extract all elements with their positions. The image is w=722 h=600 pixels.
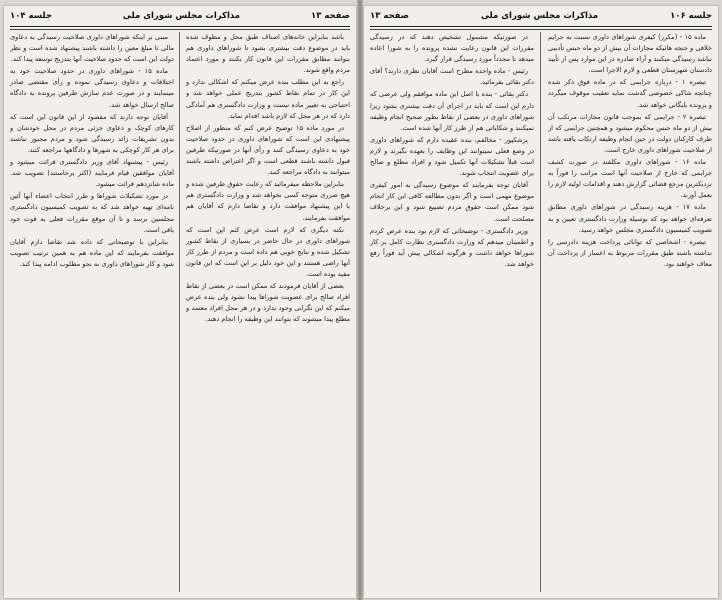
right-page-column-right [548,32,712,271]
paragraph: رئیس - پیشنهاد آقای وزیر دادگستری قرائت میشود و آقایان موافقین قیام فرمایند (اکثر برخاستند) تصویب شد. ماده شانزدهم قرائت میشود. [10,158,174,189]
header-rule [10,26,350,27]
paragraph: بعضی از آقایان فرمودند که ممکن است در بعضی از نقاط افراد صالح برای عضویت شوراها پیدا نشود ولی بنده عرض میکنم که این نگرانی وجود ندارد و در هر محل افراد معتمد و مطلع پیدا میشوند که بتوانند این وظیفه را انجام دهند. [186,282,350,324]
paragraph: بنابراین با توضیحاتی که داده شد تقاضا دارم آقایان موافقت بفرمایند که این ماده هم به همین ترتیب تصویب شود و کار شوراهای داوری به نحو مطلوب ادامه پیدا کند. [10,237,174,268]
header-rule [370,26,712,27]
paragraph: وزیر دادگستری - توضیحاتی که لازم بود بنده عرض کردم و اطمینان میدهم که وزارت دادگستری نظارت کامل بر کار شوراها خواهد داشت و هرگونه اشکالی پیش آید فوراً رفع خواهد شد. [370,226,534,268]
book-gutter [357,0,363,600]
left-page-column-left [10,32,174,271]
paragraph: تبصره ۲ - جرایمی که بموجب قانون مجازات مرتکب آن بیش از دو ماه حبس محکوم میشود و همچنین جرایمی که از طرف کارکنان دولت در حین انجام وظیفه ارتکاب یافته باشد از صلاحیت شوراهای داوری خارج است. [548,112,712,154]
paragraph: بنابراین ملاحظه میفرمائید که رعایت حقوق طرفین شده و هیچ ضرری متوجه کسی نخواهد شد و وزارت دادگستری هم با این پیشنهاد موافقت دارد و تقاضا دارم که آقایان هم موافقت بفرمایند. [186,180,350,222]
paragraph: نکته دیگری که لازم است عرض کنم این است که شوراهای داوری در حال حاضر در بسیاری از نقاط کشور تشکیل شده و نتایج خوبی هم داده است و مردم از طرز کار آنها راضی هستند و این خود دلیل بر این است که این قانون مفید بوده است. [186,225,350,278]
paragraph: دکتر بقائی - بنده با اصل این ماده موافقم ولی عرضی که دارم این است که باید در اجرای آن دقت بیشتری بشود زیرا شوراهای داوری در بعضی از نقاط بطور صحیح انجام وظیفه نمیکنند و شکایاتی هم از طرز کار آنها شده است. [370,90,534,132]
header-rule-thin [10,29,350,30]
header-rule-thin [370,29,712,30]
left-page-column-right [186,32,350,326]
paragraph: در صورتیکه مشمول تشخیص دهند که در رسیدگی مقررات این قانون رعایت نشده پرونده را به شورا اعاده میدهد تا مجدداً مورد رسیدگی قرار گیرد. [370,33,534,64]
paragraph: تبصره ۱ - درباره جرایمی که در ماده فوق ذکر شده چنانچه شاکی خصوصی گذشت نماید تعقیب موقوف میگردد و پرونده بایگانی خواهد شد. [548,78,712,109]
paragraph: راجع به این مطلب بنده عرض میکنم که اشکالی ندارد و این کار در تمام نقاط کشور بتدریج عملی خواهد شد و احتیاجی به تغییر ماده نیست و وزارت دادگستری هم آمادگی دارد که در هر محل که لازم باشد اقدام نماید. [186,78,350,120]
paragraph: مبنی بر اینکه شوراهای داوری صلاحیت رسیدگی به دعاوی مالی تا مبلغ معین را داشته باشند پیشنهاد شده است و نظر دولت این است که حدود صلاحیت آنها بتدریج توسعه پیدا کند. [10,33,174,64]
paragraph: ماده ۱۶ - شوراهای داوری مکلفند در صورت کشف جرایمی که خارج از صلاحیت آنها است مراتب را فوراً به نزدیکترین مرجع قضائی گزارش دهند و اقدامات اولیه لازم را بعمل آورند. [548,158,712,200]
left-page-number: صفحه ۱۳ [311,11,350,21]
column-divider [179,32,180,592]
left-page-session: جلسه ۱۰۴ [10,11,52,21]
left-page-title: مذاکرات مجلس شورای ملی [122,11,241,21]
right-page [364,6,718,598]
paragraph: ماده ۱۵ - شوراهای داوری در حدود صلاحیت خود به اختلافات و دعاوی رسیدگی نموده و رأی مقتضی صادر مینمایند و در صورت عدم سازش طرفین پرونده به دادگاه صالح ارسال خواهد شد. [10,67,174,109]
right-page-number: صفحه ۱۳ [370,11,409,21]
paragraph: در مورد تشکیلات شوراها و طرز انتخاب اعضاء آنها آئین نامه‌ای تهیه خواهد شد که به تصویب کمیسیون دادگستری مجلسین برسد و تا آن موقع مقررات فعلی به قوت خود باقی است. [10,192,174,234]
column-divider [540,32,541,592]
paragraph: ماده ۱۷ - هزینه رسیدگی در شوراهای داوری مطابق تعرفه‌ای خواهد بود که بوسیله وزارت دادگستری تعیین و به تصویب کمیسیون دادگستری مجلس خواهد رسید. [548,203,712,234]
paragraph: رئیس - ماده واحده مطرح است آقایان نظری دارند؟ آقای دکتر بقائی بفرمائید. [370,67,534,87]
paragraph: آقایان توجه بفرمایند که موضوع رسیدگی به امور کیفری موضوع مهمی است و اگر بدون مطالعه کافی این کار انجام شود ممکن است حقوق مردم تضییع شود و این برخلاف مصلحت است. [370,181,534,223]
right-page-header [370,11,712,25]
left-page [4,6,356,598]
right-page-session: جلسه ۱۰۶ [670,11,712,21]
paragraph: تبصره - اشخاصی که توانائی پرداخت هزینه دادرسی را نداشته باشند طبق مقررات مربوط به اعسار از پرداخت آن معاف خواهند بود. [548,237,712,268]
right-page-title: مذاکرات مجلس شورای ملی [480,11,599,21]
left-page-header [10,11,350,25]
paragraph: ماده ۱۵ - (مکرر) کیفری شوراهای داوری نسبت به جرایم خلافی و جنحه هائیکه مجازات آن بیش از دو ماه حبس تأدیبی نباشد رسیدگی میکنند و آراء صادره در این موارد پس از تأیید دادستان شهرستان قطعی و لازم الاجرا است. [548,33,712,75]
paragraph: پزشکپور - مخالفم، بنده عقیده دارم که شوراهای داوری در وضع فعلی نمیتوانند این وظایف را بعهده بگیرند و لازم است قبلاً تشکیلات آنها تکمیل شود و افراد مطلع و صالح برای عضویت انتخاب شوند. [370,135,534,178]
paragraph: باشد بنابراین خانه‌های اصناف طبق محل و مطوف شده باید در موضوع دقت بیشتری بشود تا شوراهای داوری هم بتوانند مطابق مقررات این قانون کار بکنند و مورد اعتماد مردم واقع شوند. [186,33,350,75]
right-page-column-left [370,32,534,271]
paragraph: آقایان توجه دارند که مقصود از این قانون این است که کارهای کوچک و دعاوی جزئی مردم در محل خودشان و بدون تشریفات زائد رسیدگی شود و مردم مجبور نباشند برای هر کار کوچکی به شهرها و دادگاهها مراجعه کنند. [10,112,174,154]
paragraph: در مورد ماده ۱۵ توضیح عرض کنم که منظور از اصلاح پیشنهادی این است که شوراهای داوری در حدود صلاحیت خود به دعاوی رسیدگی کنند و رأی آنها در صورتیکه طرفین قبول داشته باشند قطعی است و اگر اعتراض داشته باشند میتوانند به دادگاه مراجعه کنند. [186,123,350,177]
